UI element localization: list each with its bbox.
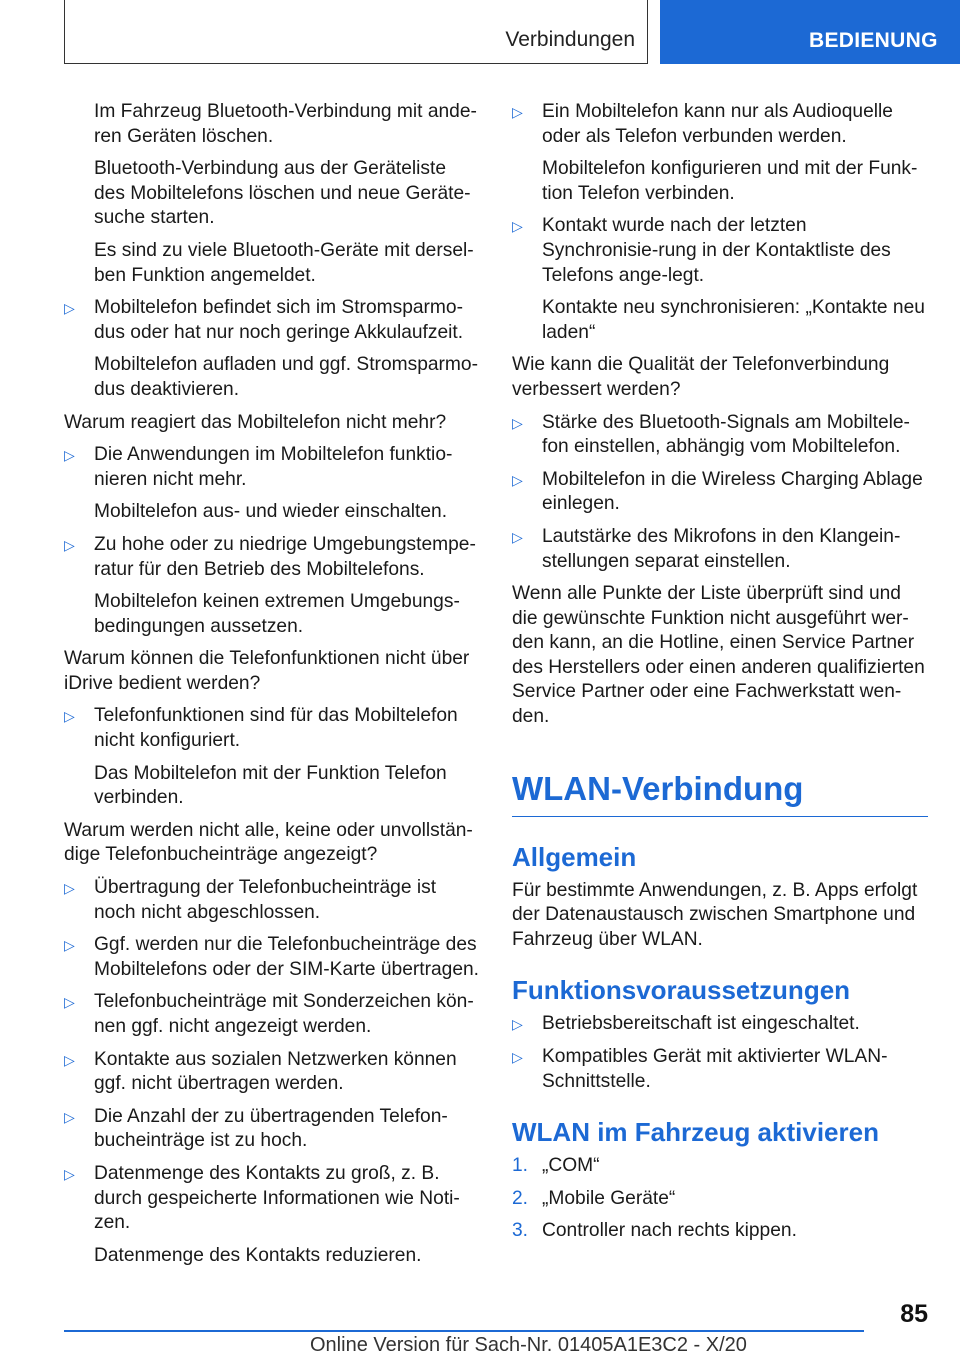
header-section-box: [64, 0, 648, 64]
list-item: ▷ Die Anzahl der zu übertragenden Telefon-bucheinträge ist zu hoch.: [64, 1105, 448, 1152]
header-section-title: Verbindungen: [505, 28, 635, 51]
subsection-heading: Allgemein: [512, 841, 637, 872]
subsection-heading: WLAN im Fahrzeug aktivieren: [512, 1117, 879, 1148]
list-item: ▷ Telefonfunktionen sind für das Mobiltelefon nicht konfiguriert.: [64, 705, 458, 752]
triangle-bullet-icon: ▷: [512, 218, 523, 235]
step-item: 1. „COM“: [512, 1154, 928, 1179]
list-item: ▷ Kontakt wurde nach der letzten Synchronisie-rung in der Kontaktliste des Telefons ange-legt.: [512, 215, 891, 286]
triangle-bullet-icon: ▷: [64, 536, 75, 553]
question: Warum können die Telefonfunktionen nicht über iDrive bedient werden?: [64, 648, 470, 694]
list-item: ▷ Ein Mobiltelefon kann nur als Audioquelle oder als Telefon verbunden werden.: [512, 101, 893, 147]
triangle-bullet-icon: ▷: [64, 300, 75, 317]
triangle-bullet-icon: ▷: [512, 471, 523, 488]
paragraph: Im Fahrzeug Bluetooth-Verbindung mit ande-ren Geräten löschen.: [94, 101, 477, 147]
triangle-bullet-icon: ▷: [512, 414, 523, 431]
triangle-bullet-icon: ▷: [64, 1051, 75, 1068]
list-item: ▷ Telefonbucheinträge mit Sonderzeichen kön-nen ggf. nicht angezeigt werden.: [64, 991, 474, 1037]
footer-version-text: Online Version für Sach-Nr. 01405A1E3C2 - X/20: [310, 1334, 747, 1356]
triangle-bullet-icon: ▷: [512, 104, 523, 120]
triangle-bullet-icon: ▷: [64, 880, 75, 897]
question: Warum werden nicht alle, keine oder unvollstän-dige Telefonbucheinträge angezeigt?: [64, 819, 473, 866]
triangle-bullet-icon: ▷: [64, 1165, 75, 1182]
question: Wie kann die Qualität der Telefonverbindung verbessert werden?: [512, 354, 890, 400]
paragraph: Für bestimmte Anwendungen, z. B. Apps erfolgt der Datenaustausch zwischen Smartphone und Fahrzeug über WLAN.: [512, 879, 918, 950]
right-column: [512, 100, 928, 1252]
paragraph: Das Mobiltelefon mit der Funktion Telefon verbinden.: [94, 762, 447, 809]
footer-divider: [64, 1330, 864, 1332]
list-item: ▷ Kontakte aus sozialen Netzwerken können ggf. nicht übertragen werden.: [64, 1048, 457, 1095]
section-heading: WLAN-Verbindung: [512, 768, 928, 817]
list-item: ▷ Mobiltelefon befindet sich im Stromsparmo-dus oder hat nur noch geringe Akkulaufzeit.: [64, 297, 464, 343]
paragraph: Kontakte neu synchronisieren: „Kontakte neu laden“: [542, 297, 925, 343]
triangle-bullet-icon: ▷: [64, 937, 75, 954]
list-item: ▷ Ggf. werden nur die Telefonbucheinträge des Mobiltelefons oder der SIM-Karte übertragen.: [64, 934, 480, 980]
list-item: ▷ Kompatibles Gerät mit aktivierter WLAN-Schnittstelle.: [512, 1046, 888, 1092]
subsection-heading: Funktionsvoraussetzungen: [512, 975, 851, 1006]
list-item: ▷ Lautstärke des Mikrofons in den Klangein-stellungen separat einstellen.: [512, 525, 901, 572]
step-number: 1.: [512, 1155, 529, 1177]
paragraph: Mobiltelefon konfigurieren und mit der Funk-tion Telefon verbinden.: [542, 158, 918, 204]
paragraph: Mobiltelefon aufladen und ggf. Stromsparmo-dus deaktivieren.: [94, 354, 478, 400]
triangle-bullet-icon: ▷: [512, 528, 523, 545]
list-item: ▷ Zu hohe oder zu niedrige Umgebungstempe-ratur für den Betrieb des Mobiltelefons.: [64, 533, 476, 580]
paragraph: Mobiltelefon keinen extremen Umgebungs-bedingungen aussetzen.: [94, 591, 460, 637]
header-chapter-tab: BEDIENUNG: [660, 0, 960, 64]
list-item: ▷ Betriebsbereitschaft ist eingeschaltet.: [512, 1012, 928, 1037]
list-item: ▷ Die Anwendungen im Mobiltelefon funktio-nieren nicht mehr.: [64, 444, 453, 490]
triangle-bullet-icon: ▷: [512, 1016, 523, 1033]
paragraph: Wenn alle Punkte der Liste überprüft sind und die gewünschte Funktion nicht ausgeführt wer-den kann, an die Hotline, einen Service Partner des Herstellers oder einen anderen qualifizierten Service Partner oder eine Fachwerkstatt wen-den.: [512, 583, 925, 728]
step-number: 2.: [512, 1187, 529, 1209]
triangle-bullet-icon: ▷: [64, 708, 75, 725]
left-column: [64, 100, 480, 1276]
paragraph: Datenmenge des Kontakts reduzieren.: [94, 1244, 422, 1266]
triangle-bullet-icon: ▷: [64, 994, 75, 1011]
question: Warum reagiert das Mobiltelefon nicht mehr?: [64, 411, 447, 433]
list-item: ▷ Übertragung der Telefonbucheinträge ist noch nicht abgeschlossen.: [64, 877, 437, 923]
step-number: 3.: [512, 1220, 529, 1242]
triangle-bullet-icon: ▷: [64, 447, 75, 464]
triangle-bullet-icon: ▷: [512, 1049, 523, 1066]
list-item: ▷ Mobiltelefon in die Wireless Charging Ablage einlegen.: [512, 468, 923, 515]
paragraph: Es sind zu viele Bluetooth-Geräte mit dersel-ben Funktion angemeldet.: [94, 239, 474, 286]
list-item: ▷ Datenmenge des Kontakts zu groß, z. B. durch gespeicherte Informationen wie Noti-zen.: [64, 1162, 460, 1234]
paragraph: Mobiltelefon aus- und wieder einschalten.: [94, 501, 448, 523]
list-item: ▷ Stärke des Bluetooth-Signals am Mobiltele-fon einstellen, abhängig vom Mobiltelefon.: [512, 411, 910, 458]
triangle-bullet-icon: ▷: [64, 1108, 75, 1125]
step-item: 3. Controller nach rechts kippen.: [512, 1219, 928, 1244]
step-item: 2. „Mobile Geräte“: [512, 1187, 928, 1212]
paragraph: Bluetooth-Verbindung aus der Geräteliste des Mobiltelefons löschen und neue Geräte-suche starten.: [94, 158, 471, 229]
page-number: 85: [900, 1300, 928, 1328]
